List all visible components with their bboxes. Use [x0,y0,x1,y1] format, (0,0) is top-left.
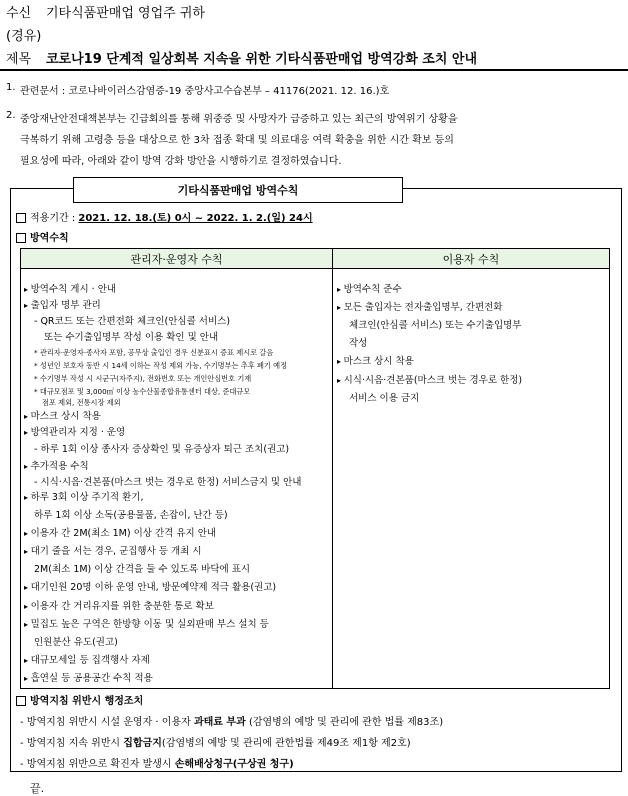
recipient: 기타식품판매업 영업주 귀하 [46,6,205,21]
user-column-header [333,249,609,269]
recipient-label: 수신 [6,6,32,21]
triangle-bullet-icon: ▸ [337,376,344,385]
manager-rule: ▸ 흡연실 등 공용공간 수칙 적용 [24,673,153,684]
manager-note: * 수기명부 작성 시 시군구(자주지), 전화번호 또는 개인안심번호 기재 [34,374,252,383]
penalty-line-3: - 방역지침 위반으로 확진자 발생시 손해배상청구(구상권 청구) [20,759,294,770]
period-value: 2021. 12. 18.(토) 0시 ~ 2022. 1. 2.(일) 24시 [78,213,313,224]
user-column-title: 이용자 수칙 [442,252,500,266]
user-rule: 서비스 이용 금지 [349,393,420,404]
box-title-frame [73,177,403,203]
manager-rule: ▸ 방역수칙 게시 · 안내 [24,284,117,295]
manager-rule: ▸ 방역관리자 지정 · 운영 [24,427,126,438]
manager-rule: - QR코드 또는 간편전화 체크인(안심콜 서비스) [34,316,231,327]
item2-line2: 극복하기 위해 고령층 등을 대상으로 한 3차 접종 확대 및 의료대응 여력 확충을 위한 시간 확보 등의 [20,135,454,146]
manager-note: * 성년인 보호자 동반 시 14세 이하는 작성 제외 가능, 수기명부는 추후 폐기 예정 [34,361,288,370]
user-rule: ▸ 방역수칙 준수 [337,284,402,295]
triangle-bullet-icon: ▸ [24,428,31,437]
item1-number: 1. [6,82,16,93]
manager-rule: 또는 수기출입명부 작성 이용 확인 및 안내 [44,332,219,343]
manager-rule: 하루 1회 이상 소독(공용물품, 손잡이, 난간 등) [34,510,228,521]
item2-line3: 필요성에 따라, 아래와 같이 방역 강화 방안을 시행하기로 결정하였습니다. [20,156,342,167]
triangle-bullet-icon: ▸ [337,285,344,294]
manager-rule: 인원분산 유도(권고) [34,637,118,648]
rules-row [16,229,69,244]
manager-rule: ▸ 밀집도 높은 구역은 한방향 이동 및 실외판매 부스 설치 등 [24,619,269,630]
subject-label: 제목 [6,52,32,67]
manager-note: * 대규모점포 및 3,000㎡ 이상 농수산물종합유통센터 대상, 준대규모 [34,387,251,396]
triangle-bullet-icon: ▸ [337,357,344,366]
checkbox-icon [16,213,26,223]
rules-label: 방역수칙 [30,233,69,244]
triangle-bullet-icon: ▸ [24,462,31,471]
header-divider [0,69,628,71]
triangle-bullet-icon: ▸ [24,301,31,310]
via: (경유) [6,29,42,44]
triangle-bullet-icon: ▸ [24,674,31,683]
user-rule: ▸ 모든 출입자는 전자출입명부, 간편전화 [337,302,503,313]
manager-rule: ▸ 하루 3회 이상 주기적 환기, [24,492,144,503]
manager-rule: ▸ 추가적용 수칙 [24,461,89,472]
triangle-bullet-icon: ▸ [24,583,31,592]
manager-rule: - 하루 1회 이상 종사자 증상확인 및 유증상자 퇴근 조치(권고) [34,444,290,455]
user-rule: ▸ 시식·시음·견본품(마스크 벗는 경우로 한정) [337,375,523,386]
manager-column-header [21,249,332,269]
user-rule: ▸ 마스크 상시 착용 [337,356,414,367]
item1-text: 관련문서 : 코로나바이러스감염증-19 중앙사고수습본부 – 41176(2021. 12. 16.)호 [20,86,390,97]
manager-rule: ▸ 대규모세일 등 집객행사 자제 [24,655,150,666]
manager-note: * 관리자·운영자·종사자 포함, 공무상 출입인 경우 신분표시 증표 제시로 갈음 [34,348,274,357]
subject: 코로나19 단계적 일상회복 지속을 위한 기타식품판매업 방역강화 조치 안내 [46,52,478,67]
manager-column-title: 관리자·운영자 수칙 [130,252,223,266]
checkbox-icon [16,233,26,243]
manager-rule: ▸ 대기 줄을 서는 경우, 군집행사 등 개최 시 [24,546,202,557]
manager-note: 점포 제외, 전통시장 제외 [42,398,121,407]
triangle-bullet-icon: ▸ [24,547,31,556]
user-rule: 작성 [349,338,368,349]
manager-rule: - 시식·시음·견본품(마스크 벗는 경우로 한정) 서비스금지 및 안내 [34,477,302,488]
penalty-line-2: - 방역지침 지속 위반시 집합금지(감염병의 예방 및 관리에 관한법률 제49조 제1항 제2호) [20,738,411,749]
manager-rule: ▸ 대기인원 20명 이하 운영 안내, 방문예약제 적극 활용(권고) [24,582,277,593]
item2-line1: 중앙재난안전대책본부는 긴급회의를 통해 위중증 및 사망자가 급증하고 있는 최근의 방역위기 상황을 [20,114,458,125]
manager-rule: ▸ 출입자 명부 관리 [24,300,101,311]
triangle-bullet-icon: ▸ [24,285,31,294]
item2-number: 2. [6,110,16,121]
manager-rule: ▸ 이용자 간 거리유지를 위한 충분한 통로 확보 [24,601,214,612]
period-row [16,209,313,224]
triangle-bullet-icon: ▸ [24,412,31,421]
box-title: 기타식품판매업 방역수칙 [177,184,299,197]
period-label: 적용기간 : [30,213,76,224]
column-divider [332,249,333,688]
triangle-bullet-icon: ▸ [24,493,31,502]
end-mark: 끝. [30,782,45,795]
penalty-line-1: - 방역지침 위반시 시설 운영자 · 이용자 과태료 부과 (감염병의 예방 및 관리에 관한 법률 제83조) [20,717,444,728]
manager-rule: ▸ 이용자 간 2M(최소 1M) 이상 간격 유지 안내 [24,528,217,539]
triangle-bullet-icon: ▸ [24,656,31,665]
triangle-bullet-icon: ▸ [24,529,31,538]
triangle-bullet-icon: ▸ [24,620,31,629]
checkbox-icon [16,696,26,706]
triangle-bullet-icon: ▸ [337,303,344,312]
manager-rule: ▸ 마스크 상시 착용 [24,411,101,422]
triangle-bullet-icon: ▸ [24,602,31,611]
penalty-heading: 방역지침 위반시 행정조치 [16,692,143,707]
user-rule: 체크인(안심콜 서비스) 또는 수기출입명부 [349,320,522,331]
manager-rule: 2M(최소 1M) 이상 간격을 둘 수 있도록 바닥에 표시 [34,564,251,575]
